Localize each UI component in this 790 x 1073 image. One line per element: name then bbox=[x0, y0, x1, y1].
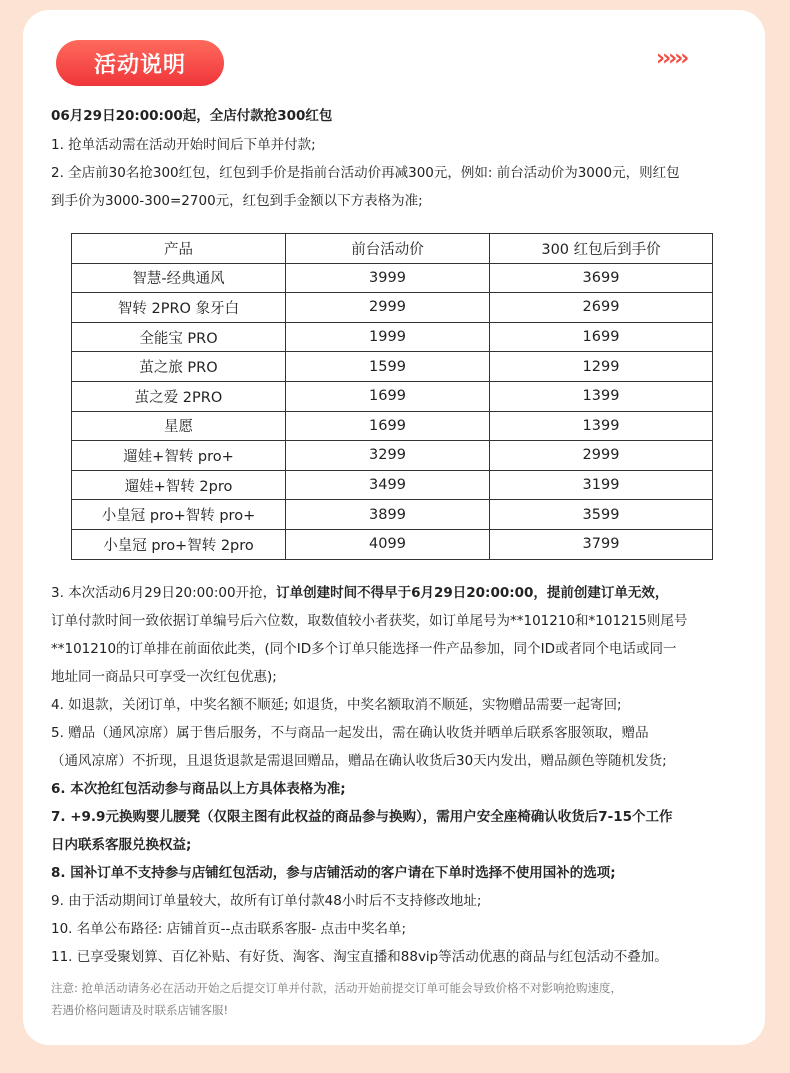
rule-3-line-4: 地址同一商品只可享受一次红包优惠); bbox=[51, 669, 277, 685]
rule-3-emphasis: 订单创建时间不得早于6月29日20:00:00，提前创建订单无效， bbox=[276, 585, 669, 601]
list-price: 1699 bbox=[286, 381, 490, 411]
product-name: 智慧-经典通风 bbox=[72, 263, 286, 293]
rule-3-line-1 bbox=[51, 580, 741, 606]
product-name: 茧之爱 2PRO bbox=[72, 381, 286, 411]
list-price: 1599 bbox=[286, 352, 490, 382]
final-price: 1399 bbox=[490, 381, 713, 411]
product-name: 遛娃+智转 2pro bbox=[72, 470, 286, 500]
final-price: 1699 bbox=[490, 322, 713, 352]
product-name: 星愿 bbox=[72, 411, 286, 441]
rule-8: 8. 国补订单不支持参与店铺红包活动，参与店铺活动的客户请在下单时选择不使用国补的选项; bbox=[51, 865, 616, 881]
header-final-price: 300 红包后到手价 bbox=[490, 234, 713, 264]
headline: 06月29日20:00:00起，全店付款抢300红包 bbox=[51, 108, 333, 124]
note-line-1: 注意: 抢单活动请务必在活动开始之后提交订单并付款，活动开始前提交订单可能会导致价格不对影响抢购速度， bbox=[51, 981, 623, 995]
rules-card bbox=[23, 10, 765, 1045]
final-price: 3799 bbox=[490, 529, 713, 559]
table-row bbox=[72, 352, 713, 382]
table-row bbox=[72, 381, 713, 411]
table-header-row bbox=[72, 234, 713, 264]
note-line-2: 若遇价格问题请及时联系店铺客服! bbox=[51, 1003, 229, 1017]
rule-7-line-1: 7. +9.9元换购婴儿腰凳（仅限主图有此权益的商品参与换购），需用户安全座椅确认收货后7-15个工作 bbox=[51, 809, 673, 825]
rule-1: 1. 抢单活动需在活动开始时间后下单并付款; bbox=[51, 137, 316, 153]
list-price: 4099 bbox=[286, 529, 490, 559]
section-title: 活动说明 bbox=[56, 40, 224, 86]
rule-9: 9. 由于活动期间订单量较大，故所有订单付款48小时后不支持修改地址; bbox=[51, 893, 482, 909]
final-price: 2699 bbox=[490, 293, 713, 323]
final-price: 1299 bbox=[490, 352, 713, 382]
rule-3-line-2: 订单付款时间一致依据订单编号后六位数，取数值较小者获奖，如订单尾号为**101210和*101215则尾号 bbox=[51, 613, 688, 629]
list-price: 3299 bbox=[286, 441, 490, 471]
rule-4: 4. 如退款，关闭订单，中奖名额不顺延; 如退货，中奖名额取消不顺延，实物赠品需要一起寄回; bbox=[51, 697, 622, 713]
rule-2-line-1: 2. 全店前30名抢300红包，红包到手价是指前台活动价再减300元，例如: 前台活动价为3000元，则红包 bbox=[51, 165, 680, 181]
rule-3-start: 3. 本次活动6月29日20:00:00开抢， bbox=[51, 585, 277, 601]
rule-5-line-1: 5. 赠品（通风凉席）属于售后服务，不与商品一起发出，需在确认收货并晒单后联系客服领取，赠品 bbox=[51, 725, 649, 741]
list-price: 1699 bbox=[286, 411, 490, 441]
rule-5-line-2: （通风凉席）不折现，且退货退款是需退回赠品，赠品在确认收货后30天内发出，赠品颜色等随机发货; bbox=[51, 753, 667, 769]
list-price: 3499 bbox=[286, 470, 490, 500]
table-row bbox=[72, 263, 713, 293]
rule-11: 11. 已享受聚划算、百亿补贴、有好货、淘客、淘宝直播和88vip等活动优惠的商品与红包活动不叠加。 bbox=[51, 949, 668, 965]
product-name: 全能宝 PRO bbox=[72, 322, 286, 352]
table-row bbox=[72, 500, 713, 530]
list-price: 3999 bbox=[286, 263, 490, 293]
list-price: 3899 bbox=[286, 500, 490, 530]
table-row bbox=[72, 293, 713, 323]
product-name: 遛娃+智转 pro+ bbox=[72, 441, 286, 471]
rule-3-line-3: **101210的订单排在前面依此类，(同个ID多个订单只能选择一件产品参加，同个ID或者同个电话或同一 bbox=[51, 641, 677, 657]
product-name: 小皇冠 pro+智转 2pro bbox=[72, 529, 286, 559]
table-row bbox=[72, 411, 713, 441]
final-price: 3599 bbox=[490, 500, 713, 530]
table-row bbox=[72, 441, 713, 471]
price-table bbox=[71, 233, 713, 560]
final-price: 2999 bbox=[490, 441, 713, 471]
rule-7-line-2: 日内联系客服兑换权益; bbox=[51, 837, 192, 853]
table-row bbox=[72, 529, 713, 559]
rule-6: 6. 本次抢红包活动参与商品以上方具体表格为准; bbox=[51, 781, 346, 797]
header-list-price: 前台活动价 bbox=[286, 234, 490, 264]
chevron-right-icon: ››››› bbox=[656, 46, 687, 71]
list-price: 1999 bbox=[286, 322, 490, 352]
product-name: 智转 2PRO 象牙白 bbox=[72, 293, 286, 323]
product-name: 茧之旅 PRO bbox=[72, 352, 286, 382]
table-row bbox=[72, 322, 713, 352]
product-name: 小皇冠 pro+智转 pro+ bbox=[72, 500, 286, 530]
rule-2-line-2: 到手价为3000-300=2700元，红包到手金额以下方表格为准; bbox=[51, 193, 423, 209]
header-product: 产品 bbox=[72, 234, 286, 264]
table-row bbox=[72, 470, 713, 500]
final-price: 3199 bbox=[490, 470, 713, 500]
list-price: 2999 bbox=[286, 293, 490, 323]
final-price: 1399 bbox=[490, 411, 713, 441]
rule-10: 10. 名单公布路径: 店铺首页--点击联系客服- 点击中奖名单; bbox=[51, 921, 407, 937]
final-price: 3699 bbox=[490, 263, 713, 293]
